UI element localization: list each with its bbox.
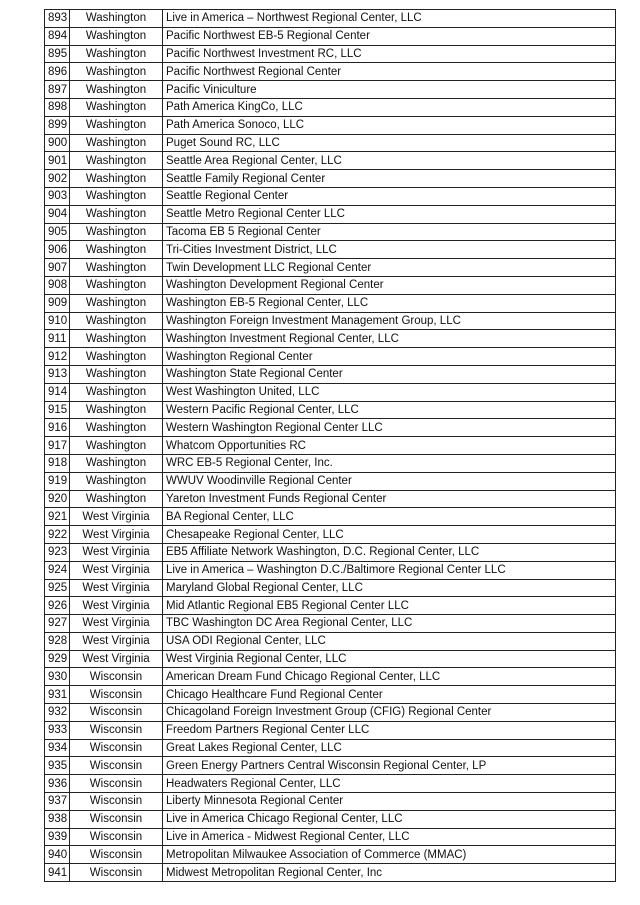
table-row: [45, 401, 616, 419]
table-row: [45, 259, 616, 277]
state-cell: Washington: [70, 294, 163, 312]
table-row: [45, 615, 616, 633]
state-cell: Wisconsin: [70, 757, 163, 775]
regional-center-name: Washington EB-5 Regional Center, LLC: [163, 294, 616, 312]
table-row: [45, 490, 616, 508]
table-row: [45, 45, 616, 63]
row-number: 940: [45, 846, 70, 864]
table-row: [45, 27, 616, 45]
state-cell: Wisconsin: [70, 686, 163, 704]
table-row: [45, 223, 616, 241]
row-number: 901: [45, 152, 70, 170]
regional-center-name: Path America Sonoco, LLC: [163, 116, 616, 134]
row-number: 899: [45, 116, 70, 134]
row-number: 894: [45, 27, 70, 45]
regional-center-name: Chicagoland Foreign Investment Group (CFIG) Regional Center: [163, 704, 616, 722]
regional-center-name: Washington Investment Regional Center, LLC: [163, 330, 616, 348]
row-number: 898: [45, 98, 70, 116]
row-number: 915: [45, 401, 70, 419]
regional-center-name: Western Washington Regional Center LLC: [163, 419, 616, 437]
regional-center-name: Twin Development LLC Regional Center: [163, 259, 616, 277]
state-cell: Washington: [70, 383, 163, 401]
row-number: 906: [45, 241, 70, 259]
row-number: 914: [45, 383, 70, 401]
state-cell: Wisconsin: [70, 828, 163, 846]
regional-center-name: Maryland Global Regional Center, LLC: [163, 579, 616, 597]
table-row: [45, 793, 616, 811]
row-number: 920: [45, 490, 70, 508]
regional-center-name: Mid Atlantic Regional EB5 Regional Center LLC: [163, 597, 616, 615]
regional-center-name: Seattle Area Regional Center, LLC: [163, 152, 616, 170]
state-cell: Washington: [70, 259, 163, 277]
regional-center-name: Midwest Metropolitan Regional Center, Inc: [163, 864, 616, 882]
regional-center-name: Headwaters Regional Center, LLC: [163, 775, 616, 793]
state-cell: West Virginia: [70, 597, 163, 615]
row-number: 897: [45, 81, 70, 99]
state-cell: Washington: [70, 401, 163, 419]
table-row: [45, 170, 616, 188]
regional-center-name: West Washington United, LLC: [163, 383, 616, 401]
regional-center-name: Washington Foreign Investment Management Group, LLC: [163, 312, 616, 330]
state-cell: West Virginia: [70, 632, 163, 650]
row-number: 926: [45, 597, 70, 615]
state-cell: West Virginia: [70, 508, 163, 526]
state-cell: Washington: [70, 490, 163, 508]
row-number: 917: [45, 437, 70, 455]
table-row: [45, 597, 616, 615]
regional-center-name: Western Pacific Regional Center, LLC: [163, 401, 616, 419]
regional-center-name: Washington State Regional Center: [163, 365, 616, 383]
state-cell: Washington: [70, 152, 163, 170]
regional-center-name: Pacific Northwest Regional Center: [163, 63, 616, 81]
state-cell: Washington: [70, 472, 163, 490]
table-row: [45, 543, 616, 561]
table-row: [45, 704, 616, 722]
table-row: [45, 205, 616, 223]
regional-center-name: Seattle Family Regional Center: [163, 170, 616, 188]
table-row: [45, 330, 616, 348]
state-cell: Wisconsin: [70, 668, 163, 686]
row-number: 927: [45, 615, 70, 633]
table-row: [45, 668, 616, 686]
state-cell: Washington: [70, 419, 163, 437]
table-row: [45, 187, 616, 205]
table-row: [45, 63, 616, 81]
table-row: [45, 650, 616, 668]
row-number: 935: [45, 757, 70, 775]
row-number: 893: [45, 10, 70, 28]
table-row: [45, 437, 616, 455]
table-row: [45, 472, 616, 490]
table-row: [45, 134, 616, 152]
table-row: [45, 864, 616, 882]
row-number: 919: [45, 472, 70, 490]
state-cell: Washington: [70, 437, 163, 455]
row-number: 903: [45, 187, 70, 205]
regional-center-name: Live in America – Northwest Regional Center, LLC: [163, 10, 616, 28]
regional-center-name: Live in America Chicago Regional Center, LLC: [163, 810, 616, 828]
table-row: [45, 739, 616, 757]
row-number: 916: [45, 419, 70, 437]
row-number: 934: [45, 739, 70, 757]
table-row: [45, 508, 616, 526]
state-cell: Wisconsin: [70, 739, 163, 757]
row-number: 921: [45, 508, 70, 526]
regional-center-name: Path America KingCo, LLC: [163, 98, 616, 116]
row-number: 938: [45, 810, 70, 828]
state-cell: Washington: [70, 170, 163, 188]
state-cell: Wisconsin: [70, 721, 163, 739]
table-row: [45, 632, 616, 650]
regional-center-name: TBC Washington DC Area Regional Center, LLC: [163, 615, 616, 633]
regional-center-name: BA Regional Center, LLC: [163, 508, 616, 526]
state-cell: Wisconsin: [70, 775, 163, 793]
regional-center-name: Green Energy Partners Central Wisconsin Regional Center, LP: [163, 757, 616, 775]
regional-center-name: Whatcom Opportunities RC: [163, 437, 616, 455]
regional-center-name: Pacific Northwest EB-5 Regional Center: [163, 27, 616, 45]
row-number: 912: [45, 348, 70, 366]
state-cell: Washington: [70, 223, 163, 241]
state-cell: Wisconsin: [70, 846, 163, 864]
state-cell: Washington: [70, 81, 163, 99]
state-cell: Washington: [70, 365, 163, 383]
table-row: [45, 721, 616, 739]
regional-center-name: Live in America – Washington D.C./Baltimore Regional Center LLC: [163, 561, 616, 579]
table-row: [45, 383, 616, 401]
table-row: [45, 846, 616, 864]
regional-center-name: USA ODI Regional Center, LLC: [163, 632, 616, 650]
row-number: 896: [45, 63, 70, 81]
row-number: 911: [45, 330, 70, 348]
regional-center-name: Pacific Viniculture: [163, 81, 616, 99]
table-row: [45, 810, 616, 828]
row-number: 924: [45, 561, 70, 579]
table-row: [45, 348, 616, 366]
row-number: 895: [45, 45, 70, 63]
table-row: [45, 775, 616, 793]
state-cell: Washington: [70, 134, 163, 152]
regional-center-name: Seattle Regional Center: [163, 187, 616, 205]
regional-center-name: American Dream Fund Chicago Regional Center, LLC: [163, 668, 616, 686]
state-cell: Washington: [70, 187, 163, 205]
state-cell: West Virginia: [70, 543, 163, 561]
regional-center-name: Great Lakes Regional Center, LLC: [163, 739, 616, 757]
regional-center-table: [44, 9, 616, 882]
regional-center-name: Freedom Partners Regional Center LLC: [163, 721, 616, 739]
row-number: 922: [45, 526, 70, 544]
table-row: [45, 294, 616, 312]
row-number: 937: [45, 793, 70, 811]
regional-center-name: Tacoma EB 5 Regional Center: [163, 223, 616, 241]
row-number: 909: [45, 294, 70, 312]
regional-center-name: Chicago Healthcare Fund Regional Center: [163, 686, 616, 704]
table-row: [45, 686, 616, 704]
state-cell: Washington: [70, 312, 163, 330]
state-cell: West Virginia: [70, 526, 163, 544]
row-number: 907: [45, 259, 70, 277]
regional-center-name: Live in America - Midwest Regional Center, LLC: [163, 828, 616, 846]
regional-center-name: Metropolitan Milwaukee Association of Commerce (MMAC): [163, 846, 616, 864]
table-row: [45, 10, 616, 28]
row-number: 936: [45, 775, 70, 793]
row-number: 908: [45, 276, 70, 294]
row-number: 925: [45, 579, 70, 597]
row-number: 913: [45, 365, 70, 383]
regional-center-name: Washington Development Regional Center: [163, 276, 616, 294]
table-row: [45, 526, 616, 544]
table-row: [45, 419, 616, 437]
state-cell: West Virginia: [70, 615, 163, 633]
regional-center-name: EB5 Affiliate Network Washington, D.C. Regional Center, LLC: [163, 543, 616, 561]
row-number: 930: [45, 668, 70, 686]
state-cell: Washington: [70, 241, 163, 259]
state-cell: Wisconsin: [70, 864, 163, 882]
state-cell: West Virginia: [70, 561, 163, 579]
state-cell: Washington: [70, 27, 163, 45]
regional-center-name: Yareton Investment Funds Regional Center: [163, 490, 616, 508]
state-cell: Wisconsin: [70, 810, 163, 828]
table-row: [45, 757, 616, 775]
regional-center-name: WWUV Woodinville Regional Center: [163, 472, 616, 490]
table-row: [45, 81, 616, 99]
table-row: [45, 312, 616, 330]
state-cell: Washington: [70, 45, 163, 63]
regional-center-name: West Virginia Regional Center, LLC: [163, 650, 616, 668]
row-number: 904: [45, 205, 70, 223]
table-row: [45, 241, 616, 259]
state-cell: Washington: [70, 63, 163, 81]
table-row: [45, 276, 616, 294]
state-cell: Washington: [70, 330, 163, 348]
row-number: 928: [45, 632, 70, 650]
row-number: 933: [45, 721, 70, 739]
state-cell: Washington: [70, 348, 163, 366]
regional-center-name: Chesapeake Regional Center, LLC: [163, 526, 616, 544]
row-number: 910: [45, 312, 70, 330]
table-row: [45, 828, 616, 846]
state-cell: Washington: [70, 98, 163, 116]
state-cell: Washington: [70, 454, 163, 472]
row-number: 932: [45, 704, 70, 722]
regional-center-name: WRC EB-5 Regional Center, Inc.: [163, 454, 616, 472]
row-number: 931: [45, 686, 70, 704]
state-cell: Washington: [70, 276, 163, 294]
regional-center-name: Liberty Minnesota Regional Center: [163, 793, 616, 811]
table-row: [45, 116, 616, 134]
table-row: [45, 454, 616, 472]
row-number: 900: [45, 134, 70, 152]
state-cell: Wisconsin: [70, 704, 163, 722]
row-number: 939: [45, 828, 70, 846]
row-number: 902: [45, 170, 70, 188]
state-cell: West Virginia: [70, 579, 163, 597]
regional-center-name: Pacific Northwest Investment RC, LLC: [163, 45, 616, 63]
row-number: 941: [45, 864, 70, 882]
table-row: [45, 365, 616, 383]
state-cell: Washington: [70, 116, 163, 134]
row-number: 918: [45, 454, 70, 472]
table-body: [45, 10, 616, 882]
table-row: [45, 98, 616, 116]
row-number: 923: [45, 543, 70, 561]
row-number: 929: [45, 650, 70, 668]
table-row: [45, 152, 616, 170]
state-cell: Wisconsin: [70, 793, 163, 811]
regional-center-name: Seattle Metro Regional Center LLC: [163, 205, 616, 223]
table-row: [45, 579, 616, 597]
table-row: [45, 561, 616, 579]
state-cell: Washington: [70, 10, 163, 28]
state-cell: West Virginia: [70, 650, 163, 668]
regional-center-name: Washington Regional Center: [163, 348, 616, 366]
regional-center-name: Tri-Cities Investment District, LLC: [163, 241, 616, 259]
state-cell: Washington: [70, 205, 163, 223]
row-number: 905: [45, 223, 70, 241]
regional-center-name: Puget Sound RC, LLC: [163, 134, 616, 152]
